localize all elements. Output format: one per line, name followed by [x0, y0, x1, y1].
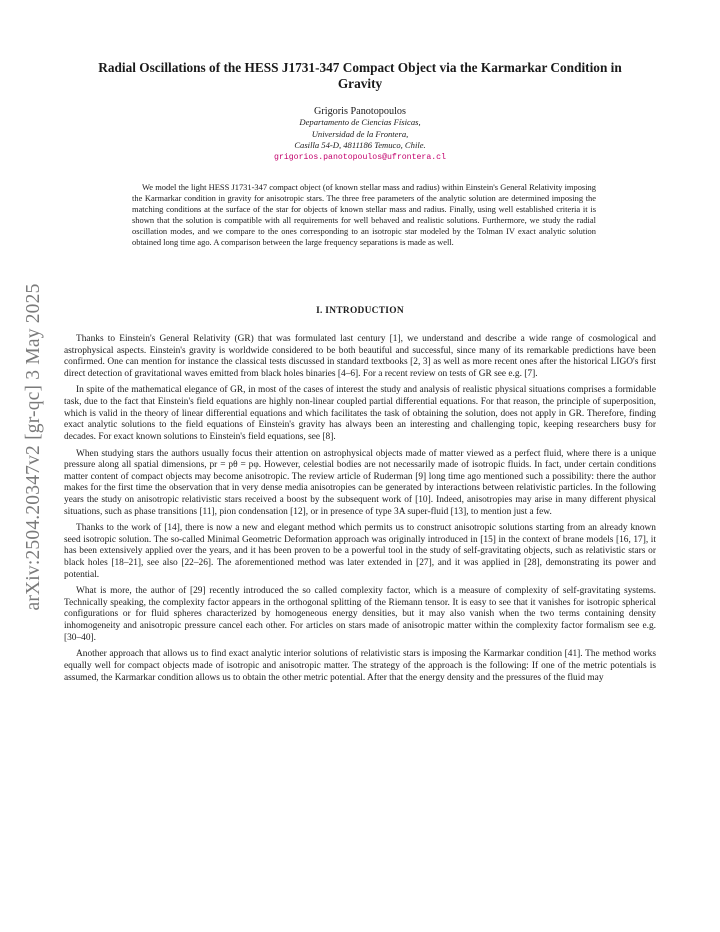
paper-title: Radial Oscillations of the HESS J1731-347 Compact Object via the Karmarkar Condition in Gravity: [98, 60, 622, 91]
affiliation-line-3: Casilla 54-D, 4811186 Temuco, Chile.: [294, 140, 426, 151]
paragraph: What is more, the author of [29] recently introduced the so called complexity factor, which is a measure of complexity of self-gravitating systems. Technically speaking, the complexity factor appears in the orthogonal splitting of the Riemann tensor. It is easy to see that it vanishes for isotropic spherical configurations or for fluid spheres characterized by homogeneous energy densities, but it may also vanish when the two terms containing density inhomogeneity and anisotropic pressure cancel each other. For articles on stars made of anisotropic matter within the complexity factor formalism see e.g. [30–40].: [64, 586, 656, 643]
paper-header: [0, 60, 720, 163]
introduction-body: [64, 334, 656, 689]
arxiv-identifier-text: arXiv:2504.20347v2 [gr-qc] 3 May 2025: [23, 283, 44, 611]
affiliation-line-1: Departamento de Ciencias Físicas,: [299, 117, 421, 127]
abstract: We model the light HESS J1731-347 compact object (of known stellar mass and radius) within Einstein's General Relativity imposing the Karmarkar condition in gravity for anisotropic stars. The three free parameters of the analytic solution are determined imposing the matching conditions at the surface of the star for objects of known stellar mass and radius. Finally, using well established criteria it is shown that the solution is compatible with all requirements for well behaved and realistic solutions. Furthermore, we study the radial oscillation modes, and we compare to the ones corresponding to an isotropic star modeled by the Tolman IV exact analytic solution obtained long time ago. A comparison between the large frequency separations is made as well.: [132, 182, 596, 248]
author-email-link[interactable]: grigorios.panotopoulos@ufrontera.cl: [274, 152, 446, 162]
arxiv-identifier: [22, 262, 46, 632]
paragraph: In spite of the mathematical elegance of GR, in most of the cases of interest the study and analysis of realistic physical situations comprises a formidable task, due to the fact that Einstein's field equations are highly non-linear coupled partial differential equations. For that reason, the principle of superposition, which is valid in the theory of linear differential equations and which facilitates the task of obtaining the solution, does not apply in GR. Therefore, finding exact analytic solutions to the field equations of Einstein's gravity has always been an interesting and challenging topic, keeping researchers busy for decades. For exact known solutions to Einstein's field equations, see [8].: [64, 385, 656, 442]
paragraph: Thanks to Einstein's General Relativity (GR) that was formulated last century [1], we understand and describe a wide range of cosmological and astrophysical aspects. Einstein's gravity is worldwide considered to be both beautiful and successful, since many of its remarkable predictions have been confirmed. One can mention for instance the classical tests discussed in standard textbooks [2, 3] as well as more recent ones after the historical LIGO's first direct detection of gravitational waves emitted from black holes binaries [4–6]. For a recent review on tests of GR see e.g. [7].: [64, 334, 656, 379]
paragraph: When studying stars the authors usually focus their attention on astrophysical objects made of matter viewed as a perfect fluid, where there is a unique pressure along all spatial dimensions, pr = pθ = pφ. However, celestial bodies are not necessarily made of isotropic fluids. In fact, under certain conditions matter content of compact objects may become anisotropic. The review article of Ruderman [9] long time ago mentioned such a possibility: there the author makes for the first time the observation that in very dense media anisotropies can be generated by interactions between relativistic particles. In the following years the study on anisotropic relativistic stars received a boost by the subsequent work of [10]. Indeed, anisotropies may arise in many different physical situations, such as phase transitions [11], pion condensation [12], or in presence of type 3A super-fluid [13], to mention just a few.: [64, 448, 656, 517]
paragraph: Thanks to the work of [14], there is now a new and elegant method which permits us to construct anisotropic solutions starting from an already known seed isotropic solution. The so-called Minimal Geometric Deformation approach was originally introduced in [15] in the context of brane models [16, 17], it has been extensively applied over the years, and it has been proven to be a powerful tool in the study of self-gravitating objects, such as relativistic stars or black holes [18–21], see also [22–26]. The aforementioned method was later extended in [27], and it was applied in [28], demonstrating its power and potential.: [64, 523, 656, 580]
paragraph: Another approach that allows us to find exact analytic interior solutions of relativistic stars is imposing the Karmarkar condition [41]. The method works equally well for compact objects made of isotropic and anisotropic matter. The strategy of the approach is the following: If one of the metric potentials is assumed, the Karmarkar condition allows us to obtain the other metric potential. After that the energy density and the pressures of the fluid may: [64, 649, 656, 683]
section-heading-introduction: I. INTRODUCTION: [316, 306, 404, 316]
author-name: Grigoris Panotopoulos: [314, 106, 406, 117]
affiliation-line-2: Universidad de la Frontera,: [311, 128, 409, 139]
